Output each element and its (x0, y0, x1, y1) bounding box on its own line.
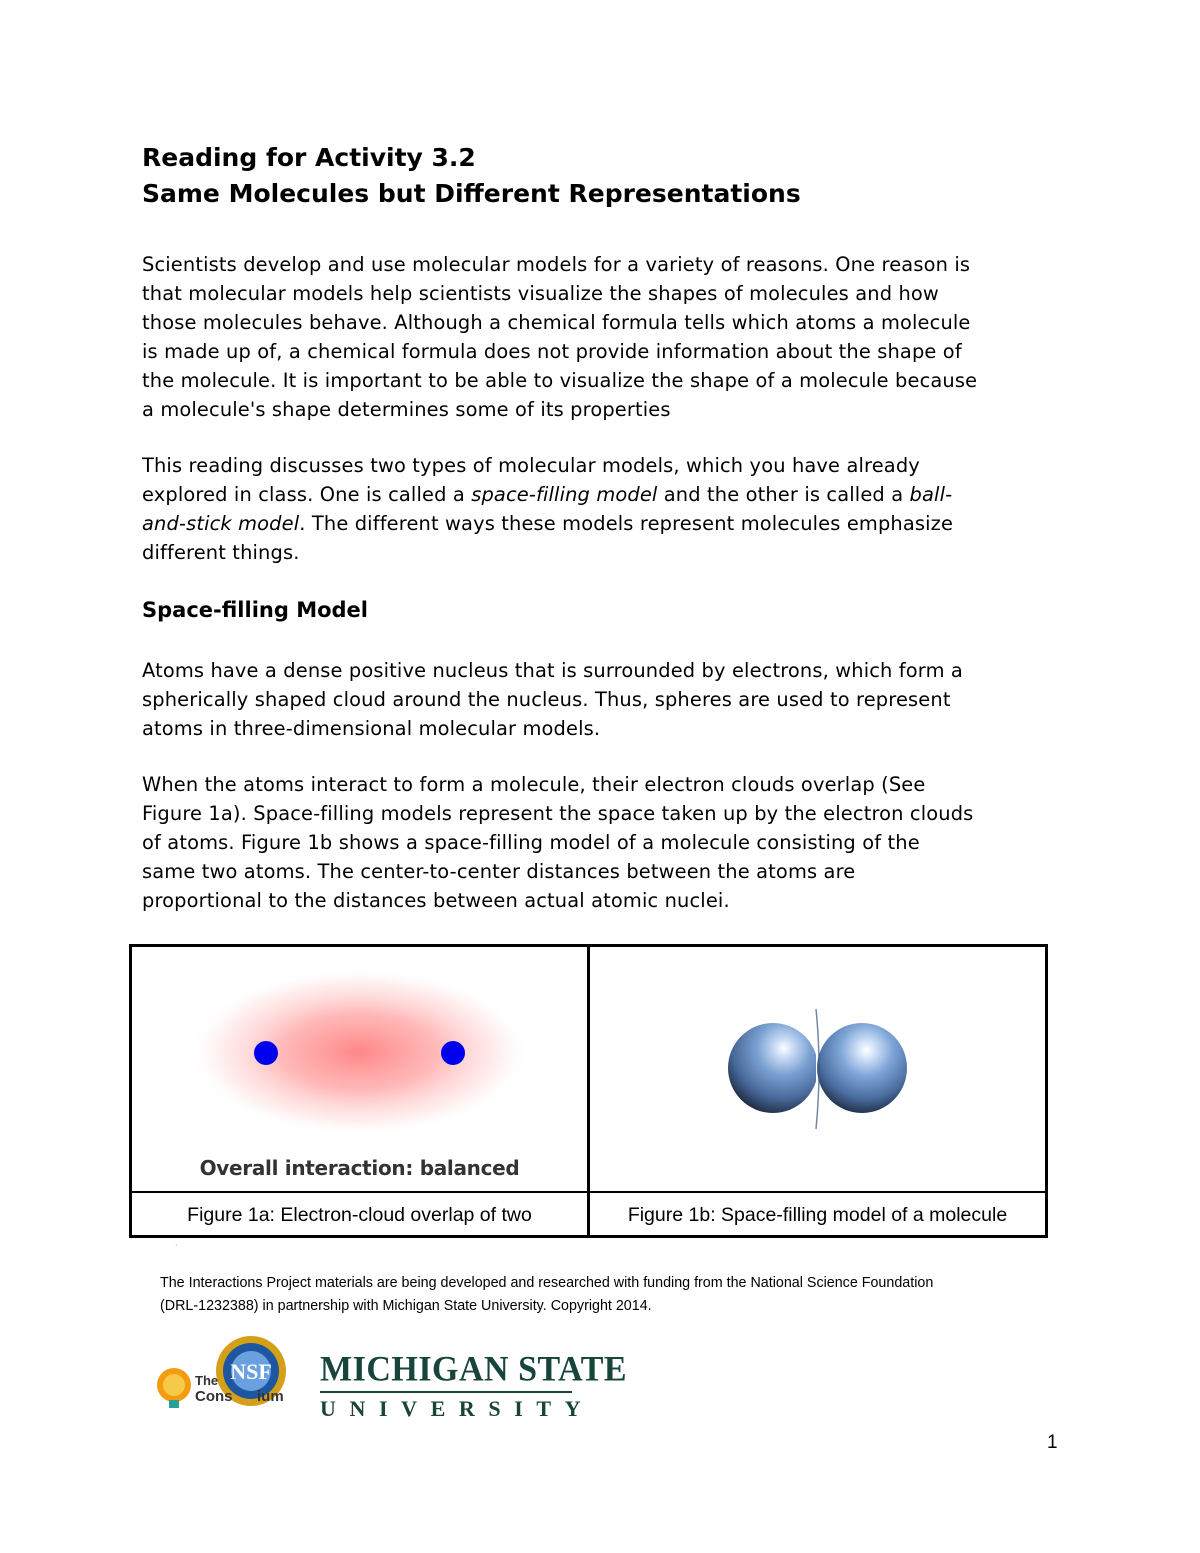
term-space-filling-model: space-filling model (471, 483, 658, 506)
figure-1b-space-filling-molecule (590, 947, 1045, 1191)
models-text-1: This reading discusses two types of molecular models, which you have already explored in class. One is called a (142, 454, 920, 506)
models-paragraph (142, 451, 1072, 567)
small-mark: · (175, 1241, 178, 1250)
consortium-cons-text: Cons (195, 1388, 233, 1405)
msu-rule (320, 1391, 572, 1393)
figure-1a-electron-cloud (132, 947, 587, 1191)
atom-sphere-right (817, 1023, 907, 1113)
page-title (142, 140, 801, 212)
funding-note: The Interactions Project materials are being developed and researched with funding from the National Science Foundation (DRL-1232388) in partnership with Michigan State University. Copyright 2014. (160, 1275, 934, 1314)
overlap-paragraph: When the atoms interact to form a molecule, their electron clouds overlap (See Figure 1a). Space-filling models represent the space taken up by the electron clouds of atoms. Figure 1b shows a space-filling model of a molecule consisting of the same two atoms. The center-to-center distances between the atoms are proportional to the distances between actual atomic nuclei. (142, 773, 974, 912)
atom-sphere-left (728, 1023, 818, 1113)
nucleus-left (254, 1041, 278, 1065)
consortium-nsf-logo (155, 1333, 290, 1413)
page-number: 1 (1047, 1432, 1058, 1453)
title-line-1: Reading for Activity 3.2 (142, 143, 476, 172)
figure-1b-caption: Figure 1b: Space-filling model of a molecule (627, 1204, 1008, 1226)
intro-paragraph: Scientists develop and use molecular models for a variety of reasons. One reason is that molecular models help scientists visualize the shapes of molecules and how those molecules behave. Although a chemical formula tells which atoms a molecule is made up of, a chemical formula does not provide information about the shape of the molecule. It is important to be able to visualize the shape of a molecule because a molecule's shape determines some of its properties (142, 253, 978, 421)
nsf-text: NSF (230, 1359, 272, 1384)
msu-wordmark-line2: UNIVERSITY (320, 1396, 595, 1421)
consortium-the-text: The (195, 1373, 219, 1388)
figure-1a-label: Overall interaction: balanced (199, 1156, 520, 1180)
title-line-2: Same Molecules but Different Representations (142, 179, 801, 208)
msu-wordmark-line1: MICHIGAN STATE (320, 1350, 628, 1389)
models-text-2: and the other is called a (657, 483, 910, 506)
nucleus-right (441, 1041, 465, 1065)
models-text-3: . The different ways these models represent molecules emphasize different things. (142, 512, 954, 564)
electron-cloud (187, 967, 531, 1137)
consortium-ium-text: ium (257, 1388, 284, 1405)
msu-logo (320, 1352, 627, 1422)
atoms-paragraph: Atoms have a dense positive nucleus that is surrounded by electrons, which form a spherically shaped cloud around the nucleus. Thus, spheres are used to represent atoms in three-dimensional molecular models. (142, 659, 963, 740)
lightbulb-icon (157, 1368, 191, 1408)
figure-1a-caption: Figure 1a: Electron-cloud overlap of two (187, 1204, 532, 1226)
section-heading-space-filling: Space-filling Model (142, 598, 368, 622)
term-ball-and-stick-a: ball- (909, 483, 953, 506)
term-ball-and-stick-b: and-stick model (142, 512, 300, 535)
